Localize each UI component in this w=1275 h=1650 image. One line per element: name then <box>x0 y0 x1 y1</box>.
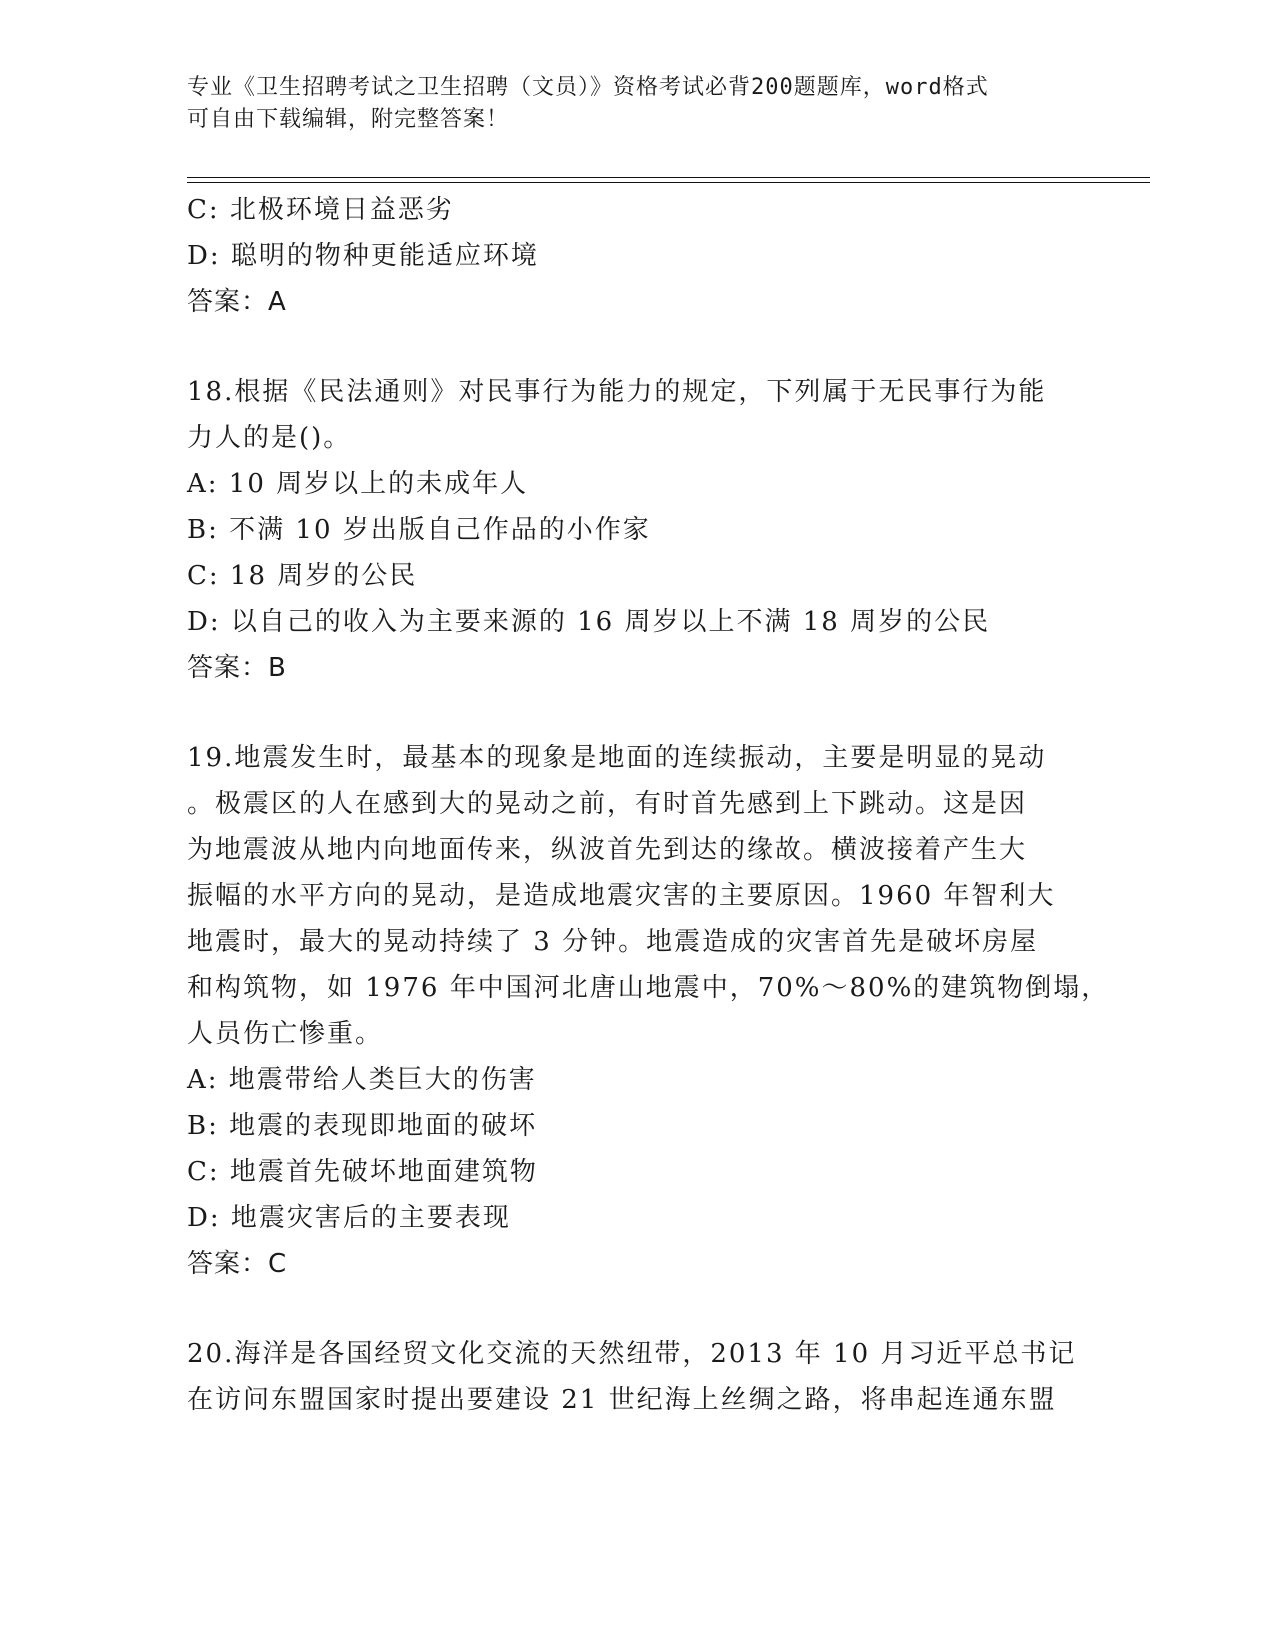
answer-label: 答案：C <box>187 1249 288 1279</box>
document-header <box>187 72 1087 136</box>
option-d: D: 地震灾害后的主要表现 <box>187 1203 511 1233</box>
option-a: A: 地震带给人类巨大的伤害 <box>187 1065 537 1095</box>
header-line-2: 可自由下载编辑，附完整答案！ <box>187 107 510 132</box>
question-stem-line: 振幅的水平方向的晃动，是造成地震灾害的主要原因。1960 年智利大 <box>187 881 1056 911</box>
option-b: B: 不满 10 岁出版自己作品的小作家 <box>187 515 651 545</box>
option-c: C: 18 周岁的公民 <box>187 561 418 591</box>
question-18 <box>187 369 1087 691</box>
question-stem-line: 在访问东盟国家时提出要建设 21 世纪海上丝绸之路，将串起连通东盟 <box>187 1385 1057 1415</box>
question-stem-line: 。极震区的人在感到大的晃动之前，有时首先感到上下跳动。这是因 <box>187 789 1028 819</box>
header-line-1: 专业《卫生招聘考试之卫生招聘（文员）》资格考试必背200题题库，word格式 <box>187 75 989 100</box>
option-c: C: 地震首先破坏地面建筑物 <box>187 1157 538 1187</box>
question-stem-line: 和构筑物，如 1976 年中国河北唐山地震中，70%～80%的建筑物倒塌， <box>187 973 1110 1003</box>
question-stem-line: 为地震波从地内向地面传来，纵波首先到达的缘故。横波接着产生大 <box>187 835 1028 865</box>
header-rule-bottom <box>187 182 1150 183</box>
question-content <box>187 187 1110 1423</box>
question-17-tail <box>187 187 1087 325</box>
answer-label: 答案：A <box>187 287 287 317</box>
option-a: A: 10 周岁以上的未成年人 <box>187 469 529 499</box>
header-rule-top <box>187 177 1150 178</box>
answer-label: 答案：B <box>187 653 287 683</box>
question-stem-line: 19.地震发生时，最基本的现象是地面的连续振动，主要是明显的晃动 <box>187 743 1047 773</box>
question-stem-line: 20.海洋是各国经贸文化交流的天然纽带，2013 年 10 月习近平总书记 <box>187 1339 1077 1369</box>
question-stem-line: 18.根据《民法通则》对民事行为能力的规定，下列属于无民事行为能 <box>187 377 1047 407</box>
question-stem-line: 力人的是()。 <box>187 423 352 453</box>
option-d: D: 以自己的收入为主要来源的 16 周岁以上不满 18 周岁的公民 <box>187 607 991 637</box>
option-d: D: 聪明的物种更能适应环境 <box>187 241 539 271</box>
option-c: C: 北极环境日益恶劣 <box>187 195 454 225</box>
option-b: B: 地震的表现即地面的破坏 <box>187 1111 538 1141</box>
question-stem-line: 人员伤亡惨重。 <box>187 1019 384 1049</box>
question-stem-line: 地震时，最大的晃动持续了 3 分钟。地震造成的灾害首先是破坏房屋 <box>187 927 1039 957</box>
question-19 <box>187 735 1110 1287</box>
question-20 <box>187 1331 1087 1423</box>
